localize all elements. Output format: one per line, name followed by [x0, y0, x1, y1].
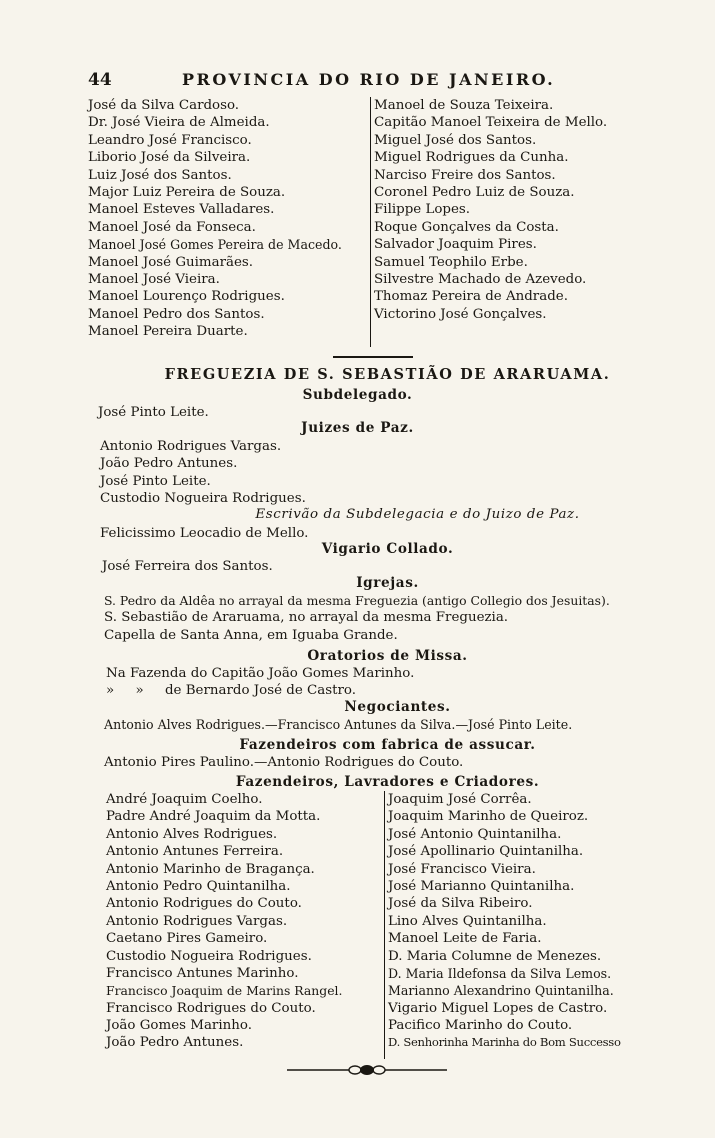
list-item: Francisco Antunes Marinho.: [106, 965, 299, 981]
subdelegado-heading: Subdelegado.: [302, 387, 413, 403]
list-item: Antonio Rodrigues do Couto.: [106, 896, 302, 912]
list-item: João Gomes Marinho.: [106, 1018, 252, 1034]
running-title: PROVINCIA DO RIO DE JANEIRO.: [182, 70, 556, 89]
list-item: Pacifico Marinho do Couto.: [388, 1018, 573, 1034]
list-item: Antonio Rodrigues Vargas.: [100, 439, 282, 454]
list-item: Coronel Pedro Luiz de Souza.: [374, 184, 575, 200]
list-item: Capella de Santa Anna, em Iguaba Grande.: [104, 627, 398, 643]
list-item: Custodio Nogueira Rodrigues.: [100, 491, 306, 507]
fazendeiros-right-column: [388, 791, 678, 1052]
list-item: José Apollinario Quintanilha.: [388, 844, 584, 860]
list-item: Vigario Miguel Lopes de Castro.: [388, 1000, 608, 1016]
oratorios-list: [106, 665, 414, 700]
negociantes-line: [104, 716, 572, 733]
list-item: Francisco Joaquim de Marins Rangel.: [106, 983, 343, 999]
list-item: Narciso Freire dos Santos.: [374, 167, 556, 183]
list-item: Manoel Leite de Faria.: [388, 931, 542, 947]
list-item: Filippe Lopes.: [374, 202, 471, 218]
list-item: João Pedro Antunes.: [100, 456, 238, 472]
freguezia-title: FREGUEZIA DE S. SEBASTIÃO DE ARARUAMA.: [164, 366, 611, 383]
list-item: Manoel Lourenço Rodrigues.: [88, 289, 285, 305]
list-item: S. Sebastião de Araruama, no arrayal da mesma Freguezia.: [104, 610, 509, 626]
list-item: Salvador Joaquim Pires.: [374, 237, 537, 253]
list-item: Roque Gonçalves da Costa.: [374, 219, 559, 235]
juizes-names: [100, 438, 306, 508]
list-item: Custodio Nogueira Rodrigues.: [106, 948, 312, 964]
list-item: José Ferreira dos Santos.: [102, 559, 273, 574]
list-item: Manoel Pereira Duarte.: [88, 324, 248, 340]
list-item: José da Silva Cardoso.: [88, 98, 240, 113]
list-item: Capitão Manoel Teixeira de Mello.: [374, 115, 608, 131]
fazendeiros-acucar-line: [104, 754, 463, 771]
escrivao-heading: Escrivão da Subdelegacia e do Juizo de Paz.: [255, 507, 580, 522]
juizes-heading: Juizes de Paz.: [301, 420, 414, 436]
list-item: Silvestre Machado de Azevedo.: [374, 271, 587, 287]
list-item: Manoel Esteves Valladares.: [88, 202, 275, 218]
list-item: Luiz José dos Santos.: [88, 167, 232, 183]
list-item: José Pinto Leite.: [100, 473, 211, 489]
list-item: Antonio Alves Rodrigues.: [106, 826, 278, 842]
list-item: Padre André Joaquim da Motta.: [106, 809, 321, 825]
list-item: Manoel José Gomes Pereira de Macedo.: [88, 237, 342, 253]
list-item: Manoel José Vieira.: [88, 271, 220, 287]
page-number: 44: [88, 70, 112, 90]
list-item: Antonio Rodrigues Vargas.: [106, 913, 288, 929]
vigario-heading: Vigario Collado.: [321, 541, 454, 557]
list-item: Victorino José Gonçalves.: [374, 306, 547, 322]
list-item: D. Senhorinha Marinha do Bom Successo: [388, 1035, 621, 1050]
list-item: Caetano Pires Gameiro.: [106, 931, 268, 947]
list-item: Felicissimo Leocadio de Mello.: [100, 526, 309, 541]
list-item: » » de Bernardo José de Castro.: [106, 683, 356, 699]
igrejas-list: [104, 592, 610, 644]
subdelegado-names: [98, 404, 209, 421]
list-item: Samuel Teophilo Erbe.: [374, 254, 528, 270]
list-item: Joaquim Marinho de Queiroz.: [388, 809, 589, 825]
section-rule: [333, 356, 413, 358]
page-header: [88, 70, 655, 94]
list-item: Manoel de Souza Teixeira.: [374, 98, 554, 113]
top-right-column: [374, 97, 664, 323]
list-item: João Pedro Antunes.: [106, 1035, 244, 1051]
ornament-divider-icon: [287, 1063, 447, 1077]
list-item: Manoel José da Fonseca.: [88, 219, 256, 235]
list-item: Miguel Rodrigues da Cunha.: [374, 150, 569, 166]
fazendeiros-lavradores-heading: Fazendeiros, Lavradores e Criadores.: [235, 774, 540, 790]
list-item: Manoel José Guimarães.: [88, 254, 254, 270]
list-item: D. Maria Ildefonsa da Silva Lemos.: [388, 965, 612, 981]
list-item: Na Fazenda do Capitão João Gomes Marinho.: [106, 666, 415, 681]
list-item: Francisco Rodrigues do Couto.: [106, 1000, 316, 1016]
list-item: Lino Alves Quintanilha.: [388, 913, 547, 929]
oratorios-heading: Oratorios de Missa.: [307, 648, 468, 664]
list-item: José Pinto Leite.: [98, 405, 209, 420]
igrejas-heading: Igrejas.: [356, 575, 419, 591]
list-item: José da Silva Ribeiro.: [388, 896, 533, 912]
list-item: José Marianno Quintanilha.: [388, 878, 575, 894]
list-item: Antonio Pedro Quintanilha.: [106, 878, 291, 894]
list-item: José Francisco Vieira.: [388, 861, 536, 877]
list-item: Antonio Marinho de Bragança.: [106, 861, 315, 877]
vigario-names: [102, 558, 273, 575]
list-item: Antonio Alves Rodrigues.—Francisco Antunes da Silva.—José Pinto Leite.: [104, 717, 573, 732]
negociantes-heading: Negociantes.: [344, 699, 451, 715]
list-item: Manoel Pedro dos Santos.: [88, 306, 265, 322]
top-left-column: [88, 97, 371, 347]
fazendeiros-acucar-heading: Fazendeiros com fabrica de assucar.: [239, 737, 536, 753]
list-item: Joaquim José Corrêa.: [388, 792, 532, 807]
list-item: Antonio Antunes Ferreira.: [106, 844, 284, 860]
fazendeiros-left-column: [106, 791, 385, 1059]
list-item: Major Luiz Pereira de Souza.: [88, 184, 286, 200]
list-item: André Joaquim Coelho.: [106, 792, 263, 807]
list-item: S. Pedro da Aldêa no arrayal da mesma Freguezia (antigo Collegio dos Jesuitas).: [104, 593, 610, 608]
list-item: Thomaz Pereira de Andrade.: [374, 289, 568, 305]
list-item: Miguel José dos Santos.: [374, 132, 537, 148]
list-item: Antonio Pires Paulino.—Antonio Rodrigues do Couto.: [104, 755, 464, 770]
escrivao-names: [100, 525, 308, 542]
list-item: Dr. José Vieira de Almeida.: [88, 115, 270, 131]
list-item: Marianno Alexandrino Quintanilha.: [388, 983, 614, 999]
list-item: José Antonio Quintanilha.: [388, 826, 562, 842]
list-item: Leandro José Francisco.: [88, 132, 252, 148]
list-item: D. Maria Columne de Menezes.: [388, 948, 602, 964]
list-item: Liborio José da Silveira.: [88, 150, 251, 166]
